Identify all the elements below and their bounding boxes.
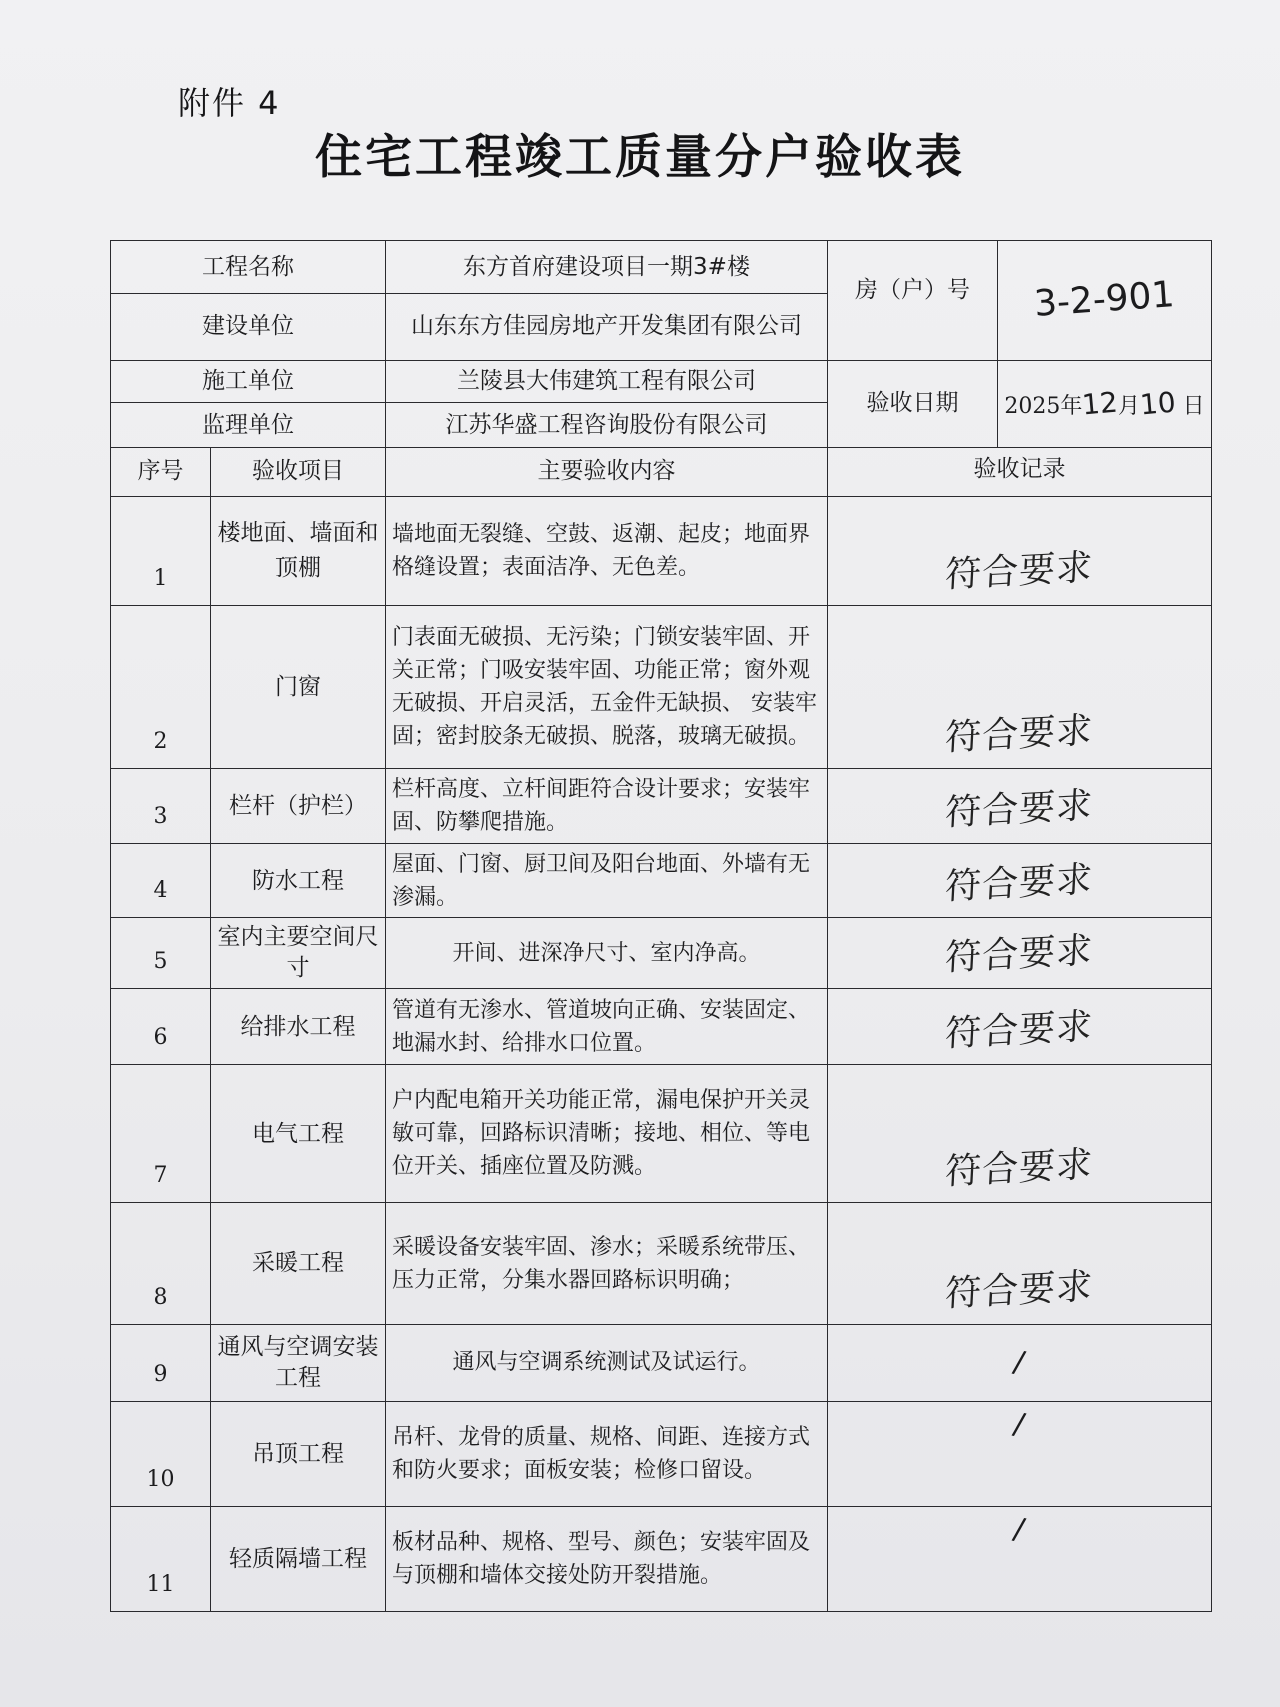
table-row bbox=[111, 844, 1212, 918]
row-record-cell bbox=[828, 918, 1212, 989]
row-content: 栏杆高度、立杆间距符合设计要求；安装牢固、防攀爬措施。 bbox=[386, 769, 828, 844]
room-number-label: 房（户）号 bbox=[828, 241, 998, 361]
row-record-handwritten: 符合要求 bbox=[944, 930, 1095, 980]
date-year: 2025年 bbox=[1004, 393, 1083, 419]
row-record-cell bbox=[828, 989, 1212, 1065]
room-number-cell bbox=[998, 241, 1212, 361]
page-title: 住宅工程竣工质量分户验收表 bbox=[315, 130, 965, 185]
row-item: 吊顶工程 bbox=[211, 1401, 386, 1506]
builder-label: 建设单位 bbox=[111, 293, 386, 360]
date-month-unit: 月 bbox=[1117, 393, 1140, 419]
supervisor-value: 江苏华盛工程咨询股份有限公司 bbox=[386, 403, 828, 448]
row-record-cell bbox=[828, 844, 1212, 918]
date-day-unit: 日 bbox=[1182, 393, 1205, 419]
row-number: 4 bbox=[111, 844, 211, 918]
table-row bbox=[111, 918, 1212, 989]
row-record-cell bbox=[828, 1203, 1212, 1325]
row-content: 户内配电箱开关功能正常，漏电保护开关灵敏可靠，回路标识清晰；接地、相位、等电位开关、插座位置及防溅。 bbox=[386, 1065, 828, 1203]
row-content: 吊杆、龙骨的质量、规格、间距、连接方式和防火要求；面板安装；检修口留设。 bbox=[386, 1401, 828, 1506]
table-row bbox=[111, 989, 1212, 1065]
row-record-handwritten: 符合要求 bbox=[944, 1265, 1095, 1315]
row-record-cell bbox=[828, 496, 1212, 606]
row-record-cell bbox=[828, 1401, 1212, 1506]
supervisor-label: 监理单位 bbox=[111, 403, 386, 448]
row-number: 3 bbox=[111, 769, 211, 844]
row-record-cell bbox=[828, 1324, 1212, 1401]
table-row bbox=[111, 496, 1212, 606]
row-content: 采暖设备安装牢固、渗水；采暖系统带压、压力正常，分集水器回路标识明确； bbox=[386, 1203, 828, 1325]
row-item: 采暖工程 bbox=[211, 1203, 386, 1325]
row-record-slash: / bbox=[1010, 1511, 1029, 1549]
row-number: 5 bbox=[111, 918, 211, 989]
acceptance-table bbox=[110, 240, 1212, 1612]
row-content: 墙地面无裂缝、空鼓、返潮、起皮；地面界格缝设置；表面洁净、无色差。 bbox=[386, 496, 828, 606]
row-item: 室内主要空间尺寸 bbox=[211, 918, 386, 989]
row-item: 栏杆（护栏） bbox=[211, 769, 386, 844]
contractor-value: 兰陵县大伟建筑工程有限公司 bbox=[386, 360, 828, 403]
table-row bbox=[111, 1324, 1212, 1401]
column-header-content: 主要验收内容 bbox=[386, 447, 828, 496]
row-number: 11 bbox=[111, 1507, 211, 1612]
room-number-handwritten: 3-2-901 bbox=[1032, 274, 1176, 326]
row-record-handwritten: 符合要求 bbox=[944, 785, 1095, 835]
column-header-item: 验收项目 bbox=[211, 447, 386, 496]
column-header-record: 验收记录 bbox=[828, 447, 1212, 496]
row-item: 通风与空调安装工程 bbox=[211, 1324, 386, 1401]
row-number: 10 bbox=[111, 1401, 211, 1506]
project-name-value: 东方首府建设项目一期3#楼 bbox=[386, 241, 828, 294]
row-record-slash: / bbox=[1010, 1344, 1029, 1382]
row-content: 管道有无渗水、管道坡向正确、安装固定、地漏水封、给排水口位置。 bbox=[386, 989, 828, 1065]
row-number: 7 bbox=[111, 1065, 211, 1203]
project-name-label: 工程名称 bbox=[111, 241, 386, 294]
table-row bbox=[111, 1401, 1212, 1506]
attachment-label: 附件 4 bbox=[178, 84, 281, 122]
row-item: 给排水工程 bbox=[211, 989, 386, 1065]
inspection-date-label: 验收日期 bbox=[828, 360, 998, 447]
row-item: 楼地面、墙面和顶棚 bbox=[211, 496, 386, 606]
row-item: 门窗 bbox=[211, 606, 386, 769]
table-row bbox=[111, 1507, 1212, 1612]
inspection-date-cell bbox=[998, 360, 1212, 447]
row-record-cell bbox=[828, 606, 1212, 769]
row-number: 2 bbox=[111, 606, 211, 769]
row-content: 门表面无破损、无污染；门锁安装牢固、开关正常；门吸安装牢固、功能正常；窗外观无破损、开启灵活，五金件无缺损、 安装牢固；密封胶条无破损、脱落，玻璃无破损。 bbox=[386, 606, 828, 769]
row-content: 开间、进深净尺寸、室内净高。 bbox=[386, 918, 828, 989]
builder-value: 山东东方佳园房地产开发集团有限公司 bbox=[386, 293, 828, 360]
row-item: 电气工程 bbox=[211, 1065, 386, 1203]
contractor-label: 施工单位 bbox=[111, 360, 386, 403]
row-number: 1 bbox=[111, 496, 211, 606]
row-record-cell bbox=[828, 1507, 1212, 1612]
info-row-project bbox=[111, 241, 1212, 294]
row-record-cell bbox=[828, 1065, 1212, 1203]
row-item: 防水工程 bbox=[211, 844, 386, 918]
column-header-no: 序号 bbox=[111, 447, 211, 496]
row-number: 8 bbox=[111, 1203, 211, 1325]
row-record-handwritten: 符合要求 bbox=[944, 1144, 1095, 1194]
row-record-cell bbox=[828, 769, 1212, 844]
row-record-handwritten: 符合要求 bbox=[944, 859, 1095, 909]
table-row bbox=[111, 606, 1212, 769]
info-row-contractor bbox=[111, 360, 1212, 403]
row-content: 屋面、门窗、厨卫间及阳台地面、外墙有无渗漏。 bbox=[386, 844, 828, 918]
row-record-handwritten: 符合要求 bbox=[944, 547, 1095, 596]
row-record-handwritten: 符合要求 bbox=[944, 710, 1095, 760]
table-header-row bbox=[111, 447, 1212, 496]
date-month-handwritten: 12 bbox=[1080, 385, 1120, 422]
row-number: 6 bbox=[111, 989, 211, 1065]
row-record-slash: / bbox=[1010, 1406, 1029, 1443]
row-item: 轻质隔墙工程 bbox=[211, 1507, 386, 1612]
table-row bbox=[111, 1065, 1212, 1203]
row-record-handwritten: 符合要求 bbox=[944, 1006, 1095, 1056]
row-content: 板材品种、规格、型号、颜色；安装牢固及与顶棚和墙体交接处防开裂措施。 bbox=[386, 1507, 828, 1612]
date-day-handwritten: 10 bbox=[1138, 385, 1177, 422]
row-number: 9 bbox=[111, 1324, 211, 1401]
table-row bbox=[111, 769, 1212, 844]
row-content: 通风与空调系统测试及试运行。 bbox=[386, 1324, 828, 1401]
table-row bbox=[111, 1203, 1212, 1325]
